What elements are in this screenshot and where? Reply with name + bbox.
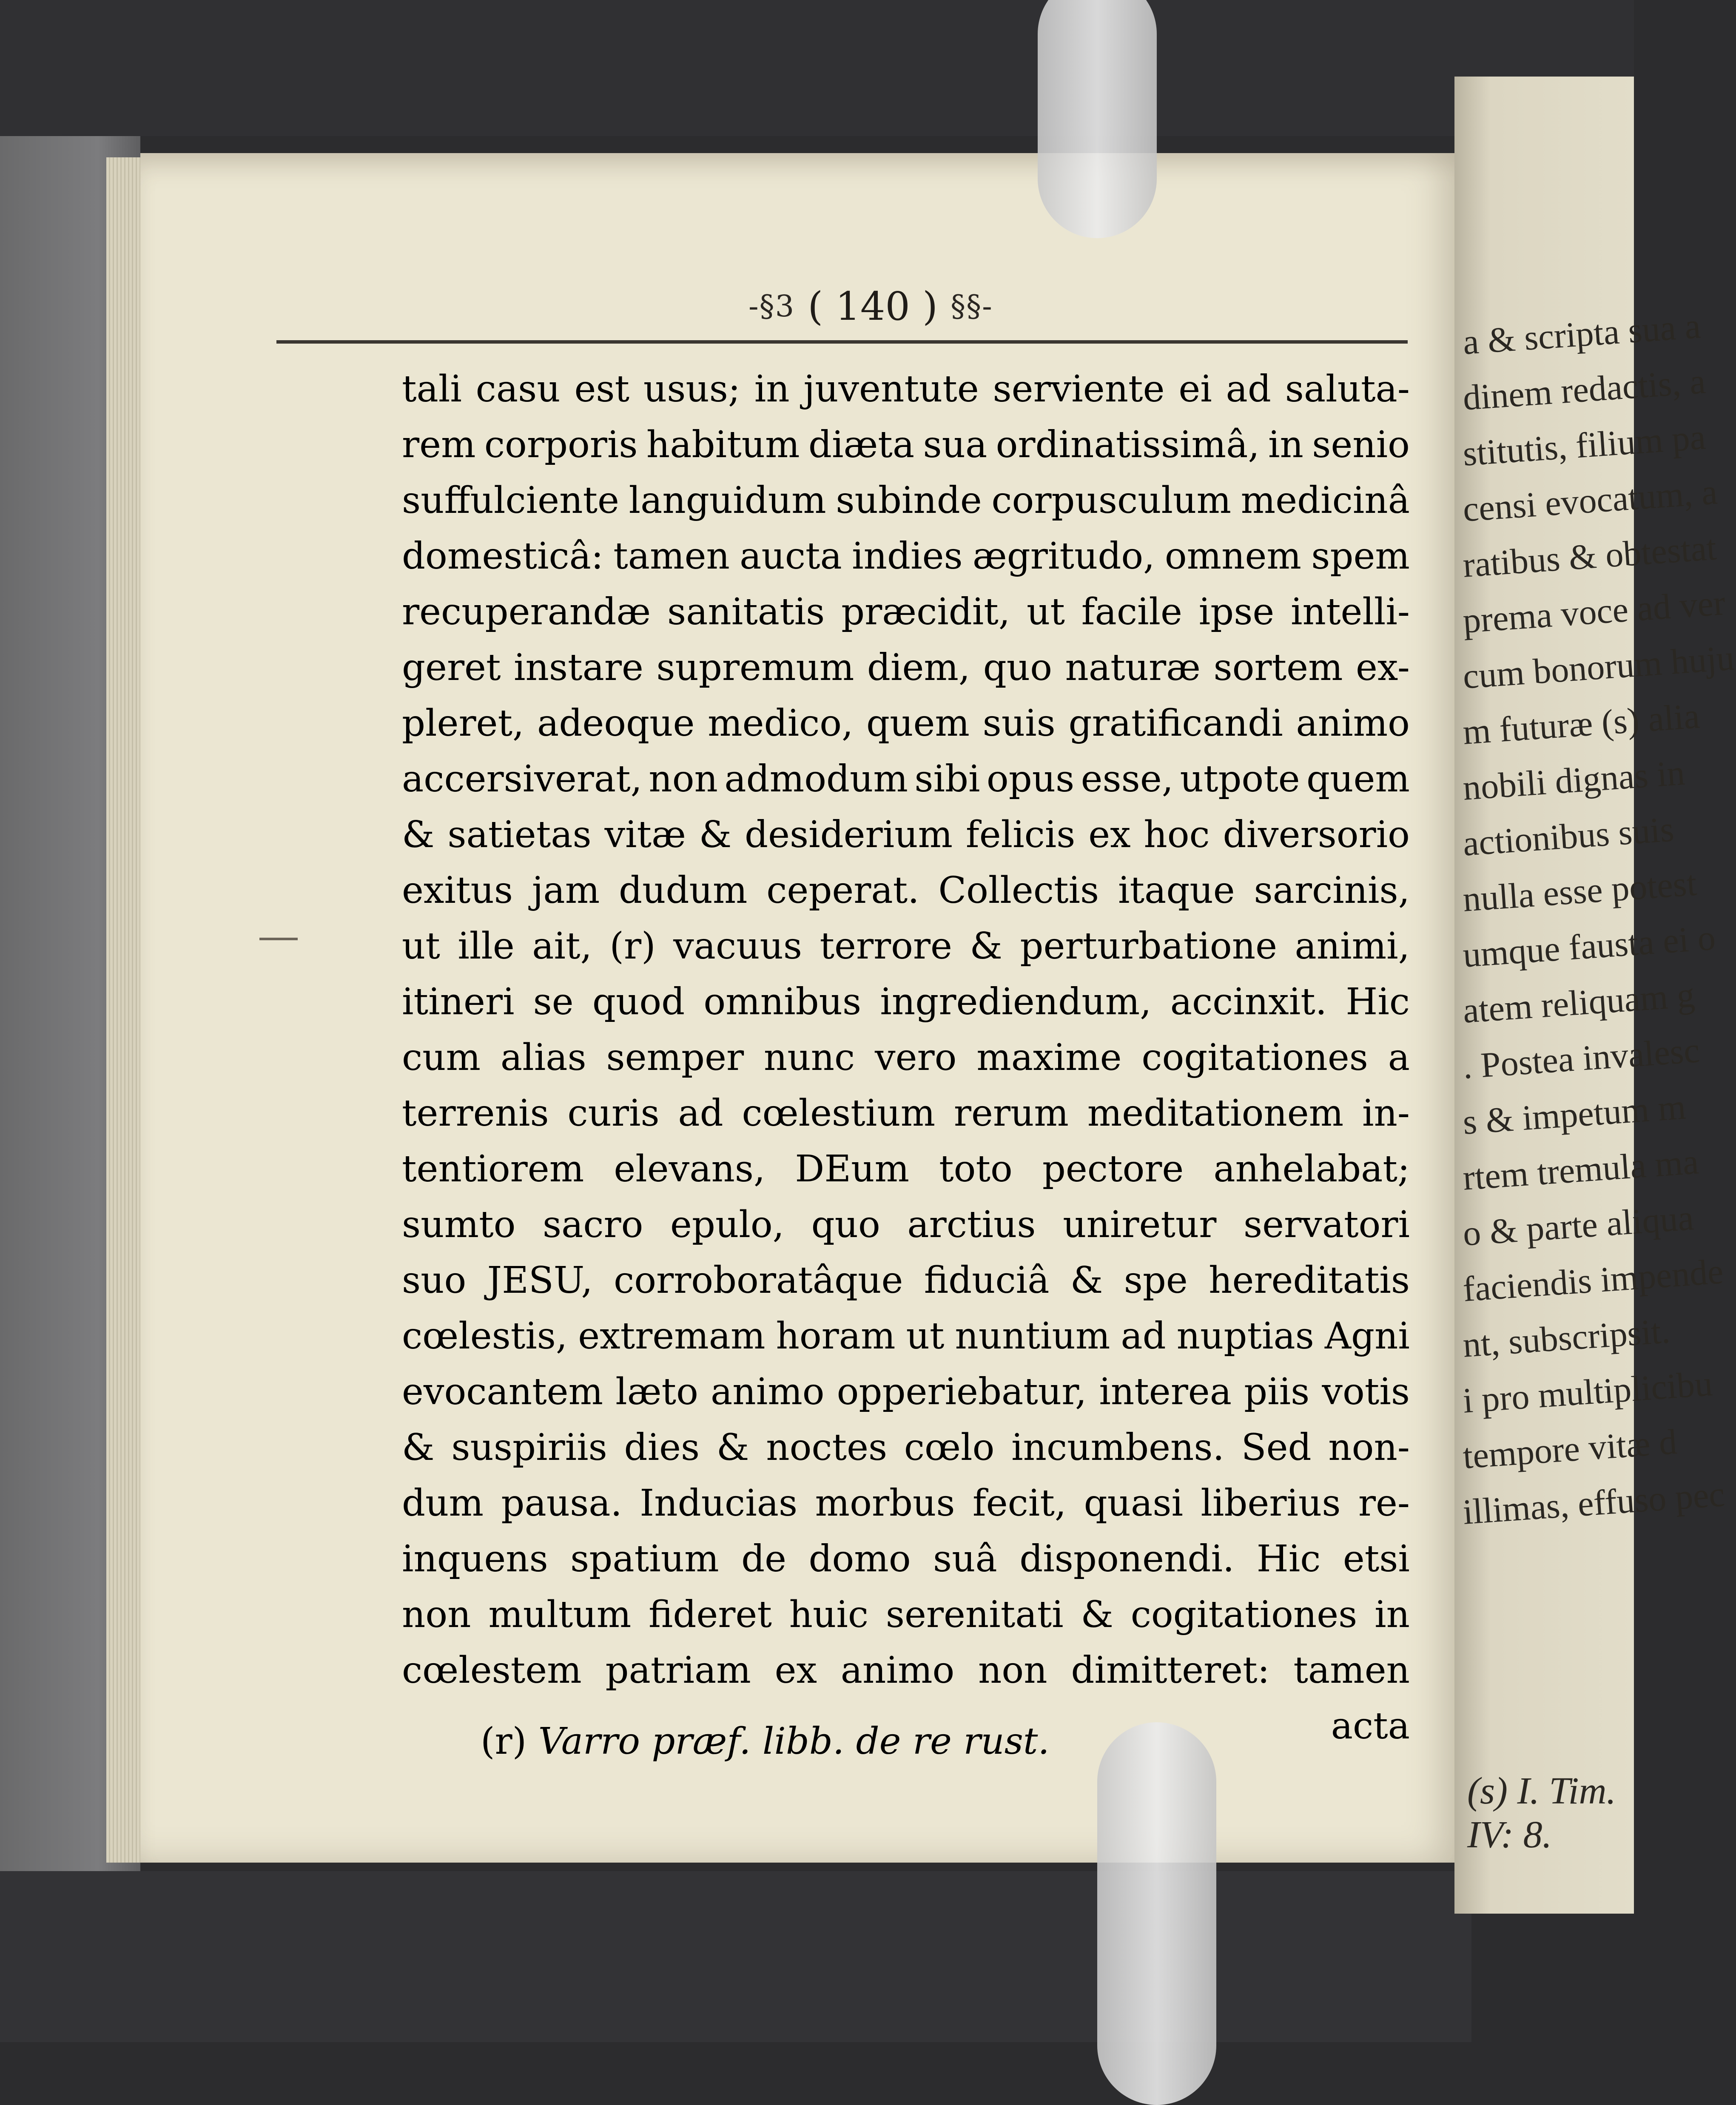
text-line: accersiverat, non admodum sibi opus esse, utpote quem	[402, 758, 1410, 800]
text-line: cum alias semper nunc vero maxime cogitationes a	[402, 1036, 1410, 1079]
catchword: acta	[1331, 1705, 1410, 1747]
page-clip-top	[1038, 0, 1157, 238]
footnote	[481, 1720, 1050, 1763]
text-line: & satietas vitæ & desiderium felicis ex hoc diversorio	[402, 814, 1410, 856]
text-line: itineri se quod omnibus ingrediendum, accinxit. Hic	[402, 981, 1410, 1023]
text-line: recuperandæ sanitatis præcidit, ut facile ipse intelli-	[402, 591, 1410, 633]
facing-text-line: illimas, effuso pec	[1461, 1474, 1726, 1532]
page-number: ( 140 )	[808, 283, 938, 329]
facing-text-line: m futuræ (s) alia	[1461, 696, 1701, 752]
facing-text-line: cum bonorum huju	[1461, 638, 1736, 697]
text-line: non multum fideret huic serenitati & cogitationes in	[402, 1593, 1410, 1636]
facing-text-line: prema voce ad ver	[1461, 583, 1727, 641]
header-rule	[276, 340, 1408, 344]
facing-page-text	[1461, 306, 1736, 1540]
facing-text-line: i pro multiplicibu	[1461, 1364, 1714, 1421]
scanner-background	[0, 0, 1634, 136]
text-line: geret instare supremum diem, quo naturæ sortem ex-	[402, 646, 1410, 689]
facing-text-line: actionibus suis	[1461, 809, 1676, 864]
facing-page-footnote: (s) I. Tim. IV: 8.	[1467, 1770, 1616, 1856]
scanner-background-bottom	[0, 1871, 1471, 2042]
facing-text-line: umque fausta ei o	[1461, 918, 1717, 975]
facing-text-line: nulla esse potest	[1461, 863, 1698, 919]
header-ornament-left: -§3	[748, 289, 795, 324]
text-line: suffulciente languidum subinde corpusculum medicinâ	[402, 479, 1410, 522]
text-line: tali casu est usus; in juventute serviente ei ad saluta-	[402, 368, 1410, 410]
text-line: tentiorem elevans, DEum toto pectore anhelabat;	[402, 1148, 1410, 1190]
facing-text-line: nt, subscripsit.	[1461, 1311, 1671, 1365]
text-line: cœlestem patriam ex animo non dimitteret: tamen	[402, 1649, 1410, 1692]
text-line: exitus jam dudum ceperat. Collectis itaque sarcinis,	[402, 869, 1410, 912]
text-line: suo JESU, corroboratâque fiduciâ & spe hereditatis	[402, 1259, 1410, 1302]
margin-mark	[259, 938, 298, 940]
facing-text-line: faciendis impende	[1461, 1252, 1725, 1309]
text-line: ut ille ait, (r) vacuus terrore & perturbatione animi,	[402, 925, 1410, 967]
facing-text-line: tempore vitæ d	[1461, 1422, 1678, 1476]
header-ornament-right: §§-	[951, 289, 993, 324]
footnote-text: Varro præf. libb. de re rust.	[538, 1720, 1050, 1763]
facing-text-line: atem reliquam g	[1461, 975, 1696, 1031]
facing-text-line: nobili dignas in	[1461, 753, 1686, 808]
text-line: evocantem læto animo opperiebatur, interea piis votis	[402, 1371, 1410, 1413]
facing-text-line: stitutis, filium pa	[1461, 417, 1707, 474]
facing-text-line: rtem tremula ma	[1461, 1142, 1700, 1198]
facing-text-line: ratibus & obtestat	[1461, 528, 1718, 585]
page-clip-bottom	[1097, 1722, 1216, 2105]
text-line: & suspiriis dies & noctes cœlo incumbens. Sed non-	[402, 1426, 1410, 1469]
facing-page	[1454, 77, 1736, 1914]
facing-text-line: dinem redactis, a	[1461, 361, 1707, 418]
text-line: pleret, adeoque medico, quem suis gratificandi animo	[402, 702, 1410, 745]
text-line: cœlestis, extremam horam ut nuntium ad nuptias Agni	[402, 1315, 1410, 1357]
facing-text-line: s & impetum m	[1461, 1087, 1687, 1142]
text-line: sumto sacro epulo, quo arctius uniretur servatori	[402, 1203, 1410, 1246]
facing-text-line: . Postea invalesc	[1461, 1030, 1701, 1087]
running-header	[748, 281, 993, 332]
main-text-block	[402, 361, 1410, 1754]
text-line: domesticâ: tamen aucta indies ægritudo, omnem spem	[402, 535, 1410, 577]
facing-text-line: censi evocatum, a	[1461, 472, 1719, 529]
text-line: rem corporis habitum diæta sua ordinatissimâ, in senio	[402, 424, 1410, 466]
text-line: dum pausa. Inducias morbus fecit, quasi liberius re-	[402, 1482, 1410, 1525]
footnote-marker: (r)	[481, 1720, 527, 1763]
facing-text-line: o & parte aliqua	[1461, 1198, 1695, 1254]
text-line: terrenis curis ad cœlestium rerum meditationem in-	[402, 1092, 1410, 1135]
text-line: inquens spatium de domo suâ disponendi. Hic etsi	[402, 1538, 1410, 1580]
facing-text-line: a & scripta sua a	[1461, 306, 1702, 362]
